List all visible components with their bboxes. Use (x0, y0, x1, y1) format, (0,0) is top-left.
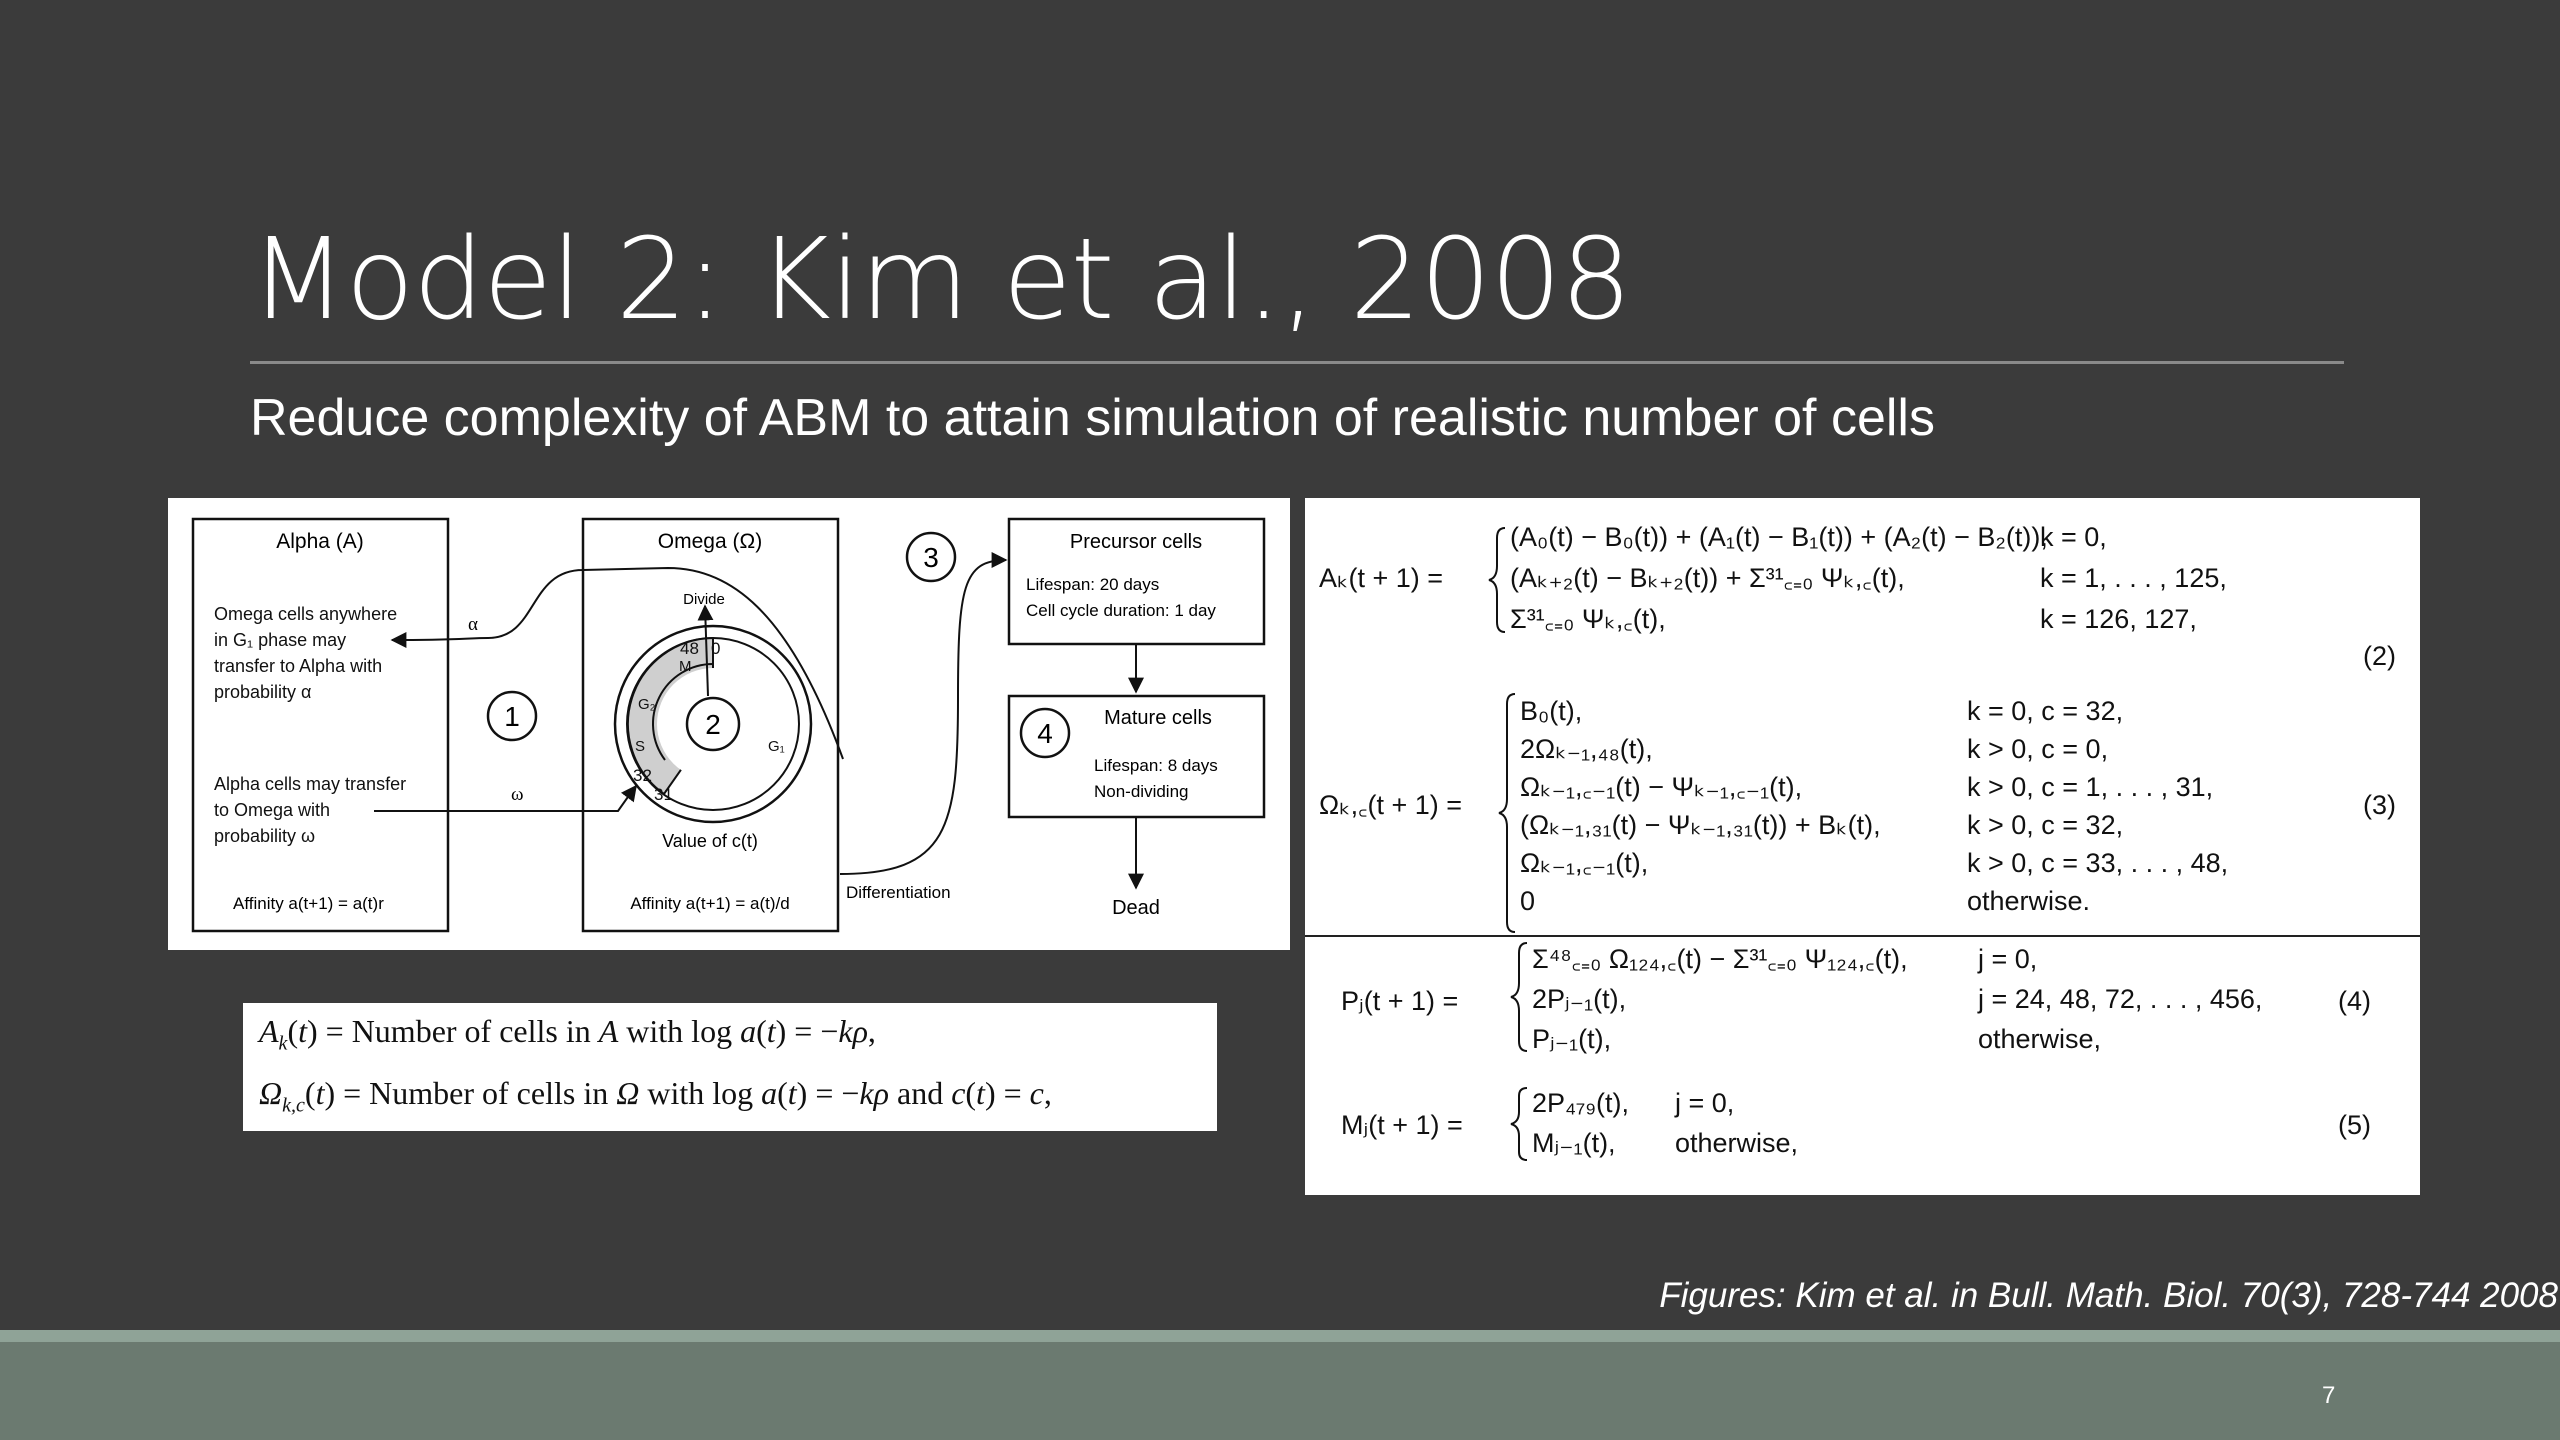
alpha-text-2-line: Alpha cells may transfer (214, 774, 407, 794)
eq3-row-expr: 2Ωₖ₋₁,₄₈(t), (1520, 734, 1653, 764)
eq4-row-expr: Σ⁴⁸꜀₌₀ Ω₁₂₄,꜀(t) − Σ³¹꜀₌₀ Ψ₁₂₄,꜀(t), (1532, 944, 1908, 974)
tick-48-label: 48 (680, 639, 699, 658)
eq3-row-cond: k > 0, c = 0, (1967, 734, 2109, 764)
slide-title: Model 2: Kim et al., 2008 (250, 215, 1631, 345)
step-4-label: 4 (1037, 718, 1053, 749)
tick-0-label: 0 (711, 639, 721, 658)
eq5-row-expr: 2P₄₇₉(t), (1532, 1088, 1630, 1118)
phase-g1-label: G₁ (768, 738, 785, 755)
eq5-row-expr: Mⱼ₋₁(t), (1532, 1128, 1616, 1158)
phase-g2-label: G₂ (638, 696, 656, 713)
eq5-row-cond: otherwise, (1675, 1128, 1799, 1158)
eq5-lhs: Mⱼ(t + 1) = (1341, 1110, 1463, 1140)
mature-line: Lifespan: 8 days (1094, 756, 1218, 775)
eq2-number: (2) (2363, 641, 2396, 671)
alpha-to-omega-arrow (374, 786, 636, 811)
alpha-text-2-line: probability ω (214, 826, 316, 846)
figure-credit: Figures: Kim et al. in Bull. Math. Biol. 70(3), 728-744 2008 (1659, 1276, 2558, 1315)
eq4-lhs: Pⱼ(t + 1) = (1341, 986, 1459, 1016)
tick-32-label: 32 (633, 766, 652, 785)
footer-stripe (0, 1330, 2560, 1342)
eq3-row-expr: 0 (1520, 886, 1536, 916)
alpha-text-1 (214, 604, 397, 702)
eq3-lhs: Ωₖ,꜀(t + 1) = (1319, 790, 1463, 820)
eq4-row-expr: Pⱼ₋₁(t), (1532, 1024, 1612, 1054)
title-divider (250, 361, 2344, 364)
divide-label: Divide (683, 591, 725, 608)
tick-31-label: 31 (654, 785, 673, 804)
omega-probability-label: ω (511, 784, 524, 805)
differentiation-label: Differentiation (846, 883, 951, 902)
alpha-box (193, 519, 448, 931)
alpha-probability-label: α (468, 614, 478, 635)
alpha-text-1-line: probability α (214, 682, 312, 702)
equation-divider (1305, 935, 2420, 937)
eq4-brace (1511, 943, 1527, 1051)
omega-title: Omega (Ω) (657, 530, 763, 553)
eq2-row-expr: (Aₖ₊₂(t) − Bₖ₊₂(t)) + Σ³¹꜀₌₀ Ψₖ,꜀(t), (1510, 563, 1905, 593)
variable-definitions (243, 1003, 1217, 1131)
equations-panel (1305, 498, 2420, 1195)
eq4-row-cond: j = 24, 48, 72, . . . , 456, (1978, 984, 2263, 1014)
model-diagram (168, 498, 1290, 950)
eq5-row-cond: j = 0, (1675, 1088, 1735, 1118)
eq5-number: (5) (2338, 1110, 2371, 1140)
alpha-text-2-line: to Omega with (214, 800, 331, 820)
omega-affinity: Affinity a(t+1) = a(t)/d (630, 894, 790, 913)
value-of-c-label: Value of c(t) (662, 831, 758, 851)
differentiation-arrow (840, 560, 1006, 874)
eq2-row-cond: k = 126, 127, (2040, 604, 2197, 634)
eq2-row-expr: (A₀(t) − B₀(t)) + (A₁(t) − B₁(t)) + (A₂(t) − B₂(t)), (1510, 522, 2048, 552)
eq4-row-expr: 2Pⱼ₋₁(t), (1532, 984, 1627, 1014)
step-2-label: 2 (705, 709, 721, 740)
eq3-number: (3) (2363, 790, 2396, 820)
eq4-row-cond: otherwise, (1978, 1024, 2102, 1054)
eq3-row-cond: otherwise. (1967, 886, 2091, 916)
eq2-row-cond: k = 1, . . . , 125, (2040, 563, 2227, 593)
alpha-text-1-line: Omega cells anywhere (214, 604, 398, 624)
dead-label: Dead (1112, 897, 1160, 919)
eq3-row-expr: B₀(t), (1520, 696, 1583, 726)
eq5-brace (1511, 1088, 1527, 1160)
definition-omega: $\Omega_{k,c}(t)$ = Number of cells in Ω with log a(t) = −kρ and c(t) = c, (259, 1075, 1052, 1117)
eq4-number: (4) (2338, 986, 2371, 1016)
alpha-text-1-line: in G₁ phase may (214, 630, 347, 650)
eq2-lhs: Aₖ(t + 1) = (1319, 563, 1444, 593)
phase-m-label: M (679, 658, 692, 675)
mature-title: Mature cells (1104, 707, 1212, 729)
eq3-row-cond: k > 0, c = 32, (1967, 810, 2124, 840)
eq3-row-cond: k = 0, c = 32, (1967, 696, 2124, 726)
eq3-brace (1499, 694, 1515, 932)
precursor-line: Cell cycle duration: 1 day (1026, 601, 1216, 620)
step-1-label: 1 (504, 701, 520, 732)
mature-line: Non-dividing (1094, 782, 1189, 801)
eq3-row-expr: Ωₖ₋₁,꜀₋₁(t) − Ψₖ₋₁,꜀₋₁(t), (1520, 772, 1803, 802)
precursor-title: Precursor cells (1069, 531, 1203, 553)
equations-svg (1305, 498, 2420, 1195)
alpha-title: Alpha (A) (276, 530, 364, 553)
step-3-label: 3 (923, 542, 939, 573)
eq2-brace (1489, 528, 1505, 632)
alpha-text-1-line: transfer to Alpha with (214, 656, 383, 676)
eq4-row-cond: j = 0, (1978, 944, 2038, 974)
eq2-row-expr: Σ³¹꜀₌₀ Ψₖ,꜀(t), (1510, 604, 1666, 634)
model-diagram-svg (168, 498, 1290, 950)
precursor-line: Lifespan: 20 days (1026, 575, 1160, 594)
eq3-row-cond: k > 0, c = 33, . . . , 48, (1967, 848, 2229, 878)
eq3-row-expr: Ωₖ₋₁,꜀₋₁(t), (1520, 848, 1649, 878)
eq3-row-expr: (Ωₖ₋₁,₃₁(t) − Ψₖ₋₁,₃₁(t)) + Bₖ(t), (1520, 810, 1881, 840)
slide-subtitle: Reduce complexity of ABM to attain simulation of realistic number of cells (250, 389, 1935, 447)
eq2-row-cond: k = 0, (2040, 522, 2107, 552)
definition-a: $A_k(t)$ = Number of cells in A with log a(t) = −kρ, (259, 1013, 876, 1055)
eq3-row-cond: k > 0, c = 1, . . . , 31, (1967, 772, 2214, 802)
alpha-affinity: Affinity a(t+1) = a(t)r (233, 894, 384, 913)
phase-s-label: S (635, 738, 646, 755)
slide-footer (0, 1342, 2560, 1440)
page-number: 7 (2322, 1382, 2336, 1409)
